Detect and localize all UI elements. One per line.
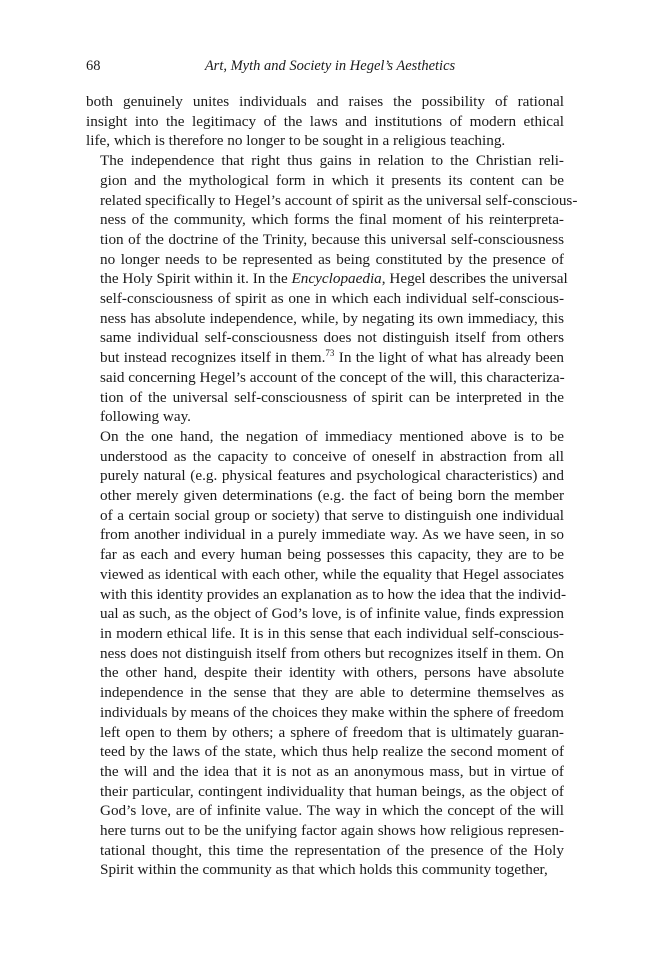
text-line: Spirit within the community as that which holds this community together, (100, 861, 548, 879)
text-line: but instead recognizes itself in them.$^{73}$ In the light of what has already been (100, 348, 564, 367)
paragraph (86, 427, 567, 880)
text-line: The independence that right thus gains in relation to the Christian reli- (100, 152, 564, 170)
text-line: the Holy Spirit within it. In the Encyclopaedia, Hegel describes the universal (100, 270, 568, 288)
page-number: 68 (86, 58, 101, 74)
text-line: viewed as identical with each other, while the equality that Hegel associates (100, 565, 564, 583)
text-line: ness does not distinguish itself from others but recognizes itself in them. On (100, 644, 564, 662)
text-line: self-consciousness of spirit as one in which each individual self-conscious- (100, 290, 564, 308)
text-line: far as each and every human being possesses this capacity, they are to be (100, 546, 564, 564)
text-line: with this identity provides an explanation as to how the idea that the individ- (100, 585, 567, 603)
text-line: On the one hand, the negation of immediacy mentioned above is to be (100, 427, 564, 445)
text-line: their particular, contingent individuality that human beings, as the object of (100, 782, 564, 800)
text-line: ness of the community, which forms the final moment of his reinterpreta- (100, 211, 564, 229)
text-line: following way. (100, 408, 191, 426)
text-line: tion of the doctrine of the Trinity, because this universal self-consciousness (100, 230, 564, 248)
body-text (86, 92, 578, 880)
paragraph (86, 92, 564, 151)
text-line: understood as the capacity to conceive of oneself in abstraction from all (100, 447, 564, 465)
text-line: tational thought, this time the representation of the presence of the Holy (100, 841, 564, 859)
text-line: other merely given determinations (e.g. the fact of being born the member (100, 487, 564, 505)
text-line: insight into the legitimacy of the laws and institutions of modern ethical (86, 112, 564, 130)
text-line: individuals by means of the choices they make within the sphere of freedom (100, 703, 564, 721)
running-head (86, 58, 564, 78)
text-line: gion and the mythological form in which it presents its content can be (100, 171, 564, 189)
text-line: here turns out to be the unifying factor again shows how religious represen- (100, 822, 564, 840)
text-line: related specifically to Hegel’s account of spirit as the universal self-conscious- (100, 191, 578, 209)
text-line: purely natural (e.g. physical features and psychological characteristics) and (100, 467, 564, 485)
text-line: ness has absolute independence, while, by negating its own immediacy, this (100, 309, 564, 327)
running-title: Art, Myth and Society in Hegel’s Aesthetics (204, 58, 456, 74)
text-line: of a certain social group or society) that serve to distinguish one individual (100, 506, 564, 524)
text-line: left open to them by others; a sphere of freedom that is ultimately guaran- (100, 723, 564, 741)
text-line: ual as such, as the object of God’s love, is of infinite value, finds expression (100, 605, 564, 623)
text-line: said concerning Hegel’s account of the concept of the will, this characteriza- (100, 368, 565, 386)
text-line: from another individual in a purely immediate way. As we have seen, in so (100, 526, 564, 544)
footnote-marker[interactable]: 73 (325, 348, 335, 359)
text-line: God’s love, are of infinite value. The way in which the concept of the will (100, 802, 564, 820)
text-line: the other hand, despite their identity with others, persons have absolute (100, 664, 564, 682)
text-line: tion of the universal self-consciousness of spirit can be interpreted in the (100, 388, 564, 406)
paragraph (86, 151, 578, 427)
text-line: no longer needs to be represented as being constituted by the presence of (100, 250, 564, 268)
text-line: same individual self-consciousness does not distinguish itself from others (100, 329, 564, 347)
text-line: independence in the sense that they are able to determine themselves as (100, 684, 564, 702)
text-line: the will and the idea that it is not as an anonymous mass, but in virtue of (100, 762, 564, 780)
text-line: both genuinely unites individuals and raises the possibility of rational (86, 93, 564, 110)
text-line: life, which is therefore no longer to be sought in a religious teaching. (86, 132, 506, 150)
text-line: in modern ethical life. It is in this sense that each individual self-conscious- (100, 624, 564, 642)
text-line: teed by the laws of the state, which thus help realize the second moment of (100, 743, 564, 761)
